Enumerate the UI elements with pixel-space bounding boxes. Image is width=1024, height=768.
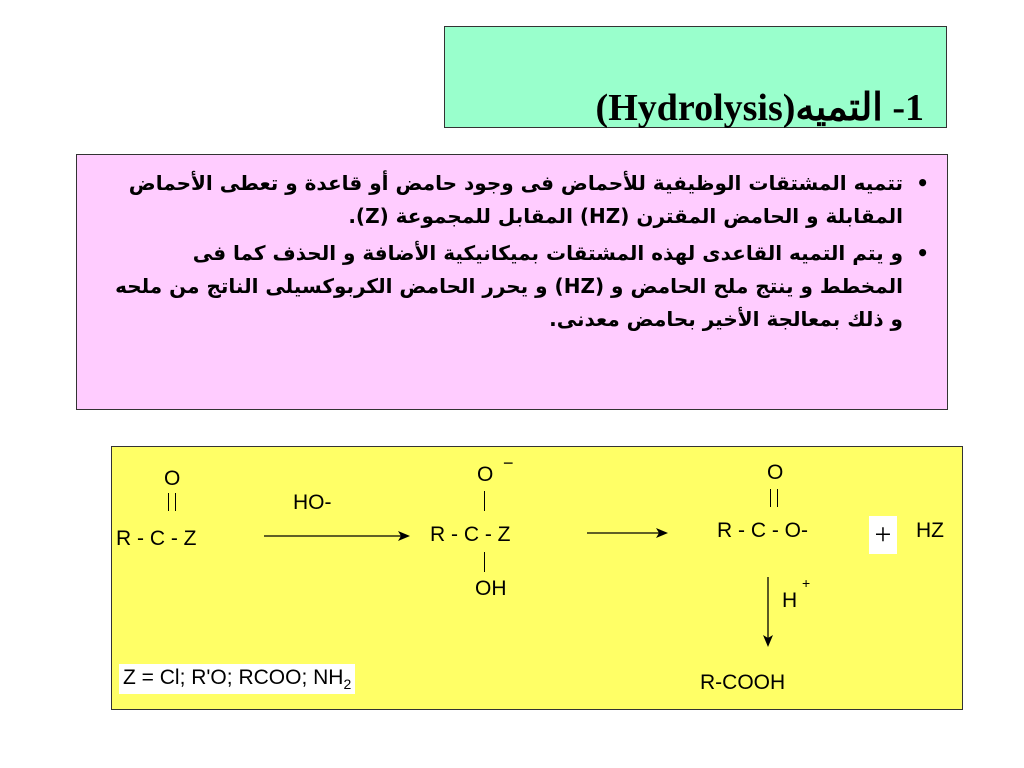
bullet-icon: •: [916, 171, 929, 195]
bullet-item: [103, 237, 933, 336]
acid-charge: +: [802, 575, 811, 591]
arrow-1: [264, 531, 410, 541]
bullet-item: [103, 167, 933, 233]
title-box: [444, 26, 947, 128]
slide-title: 1- التميه(Hydrolysis): [595, 87, 924, 129]
final-product: R-COOH: [700, 671, 786, 694]
text-box: [76, 154, 948, 410]
intermediate-formula: R - C - Z: [430, 523, 511, 546]
product-formula: R - C - O-: [717, 519, 808, 542]
reaction-arrows: [112, 447, 964, 711]
reactant-formula: R - C - Z: [116, 527, 197, 550]
reactant-oxygen: O: [164, 467, 181, 490]
arrow-2: [587, 528, 668, 538]
plus-sign: +: [869, 516, 897, 554]
intermediate-oxygen: O: [477, 463, 494, 486]
arrow-down: [763, 577, 773, 647]
bullet-icon: •: [916, 241, 929, 265]
product-oxygen: O: [767, 461, 784, 484]
intermediate-charge: −: [503, 453, 514, 473]
bullet-text: تتميه المشتقات الوظيفية للأحماض فى وجود حامض أو قاعدة و تعطى الأحماض المقابلة و الحامض المقترن (HZ) المقابل للمجموعة (Z).: [128, 171, 903, 228]
z-groups-text: Z = Cl; R'O; RCOO; NH: [123, 666, 344, 689]
reagent-label: HO-: [293, 491, 332, 514]
z-groups-subscript: 2: [343, 676, 352, 693]
byproduct-hz: HZ: [916, 519, 944, 542]
bullet-text: و يتم التميه القاعدى لهذه المشتقات بميكانيكية الأضافة و الحذف كما فى المخطط و ينتج ملح الحامض و (HZ) و يحرر الحامض الكربوكسيلى الناتج من ملحه و ذلك بمعالجة الأخير بحامض معدنى.: [115, 241, 903, 331]
acid-label: H: [782, 589, 798, 612]
intermediate-oh: OH: [475, 577, 507, 600]
reaction-scheme: [111, 446, 963, 710]
bullet-list: [103, 167, 933, 340]
